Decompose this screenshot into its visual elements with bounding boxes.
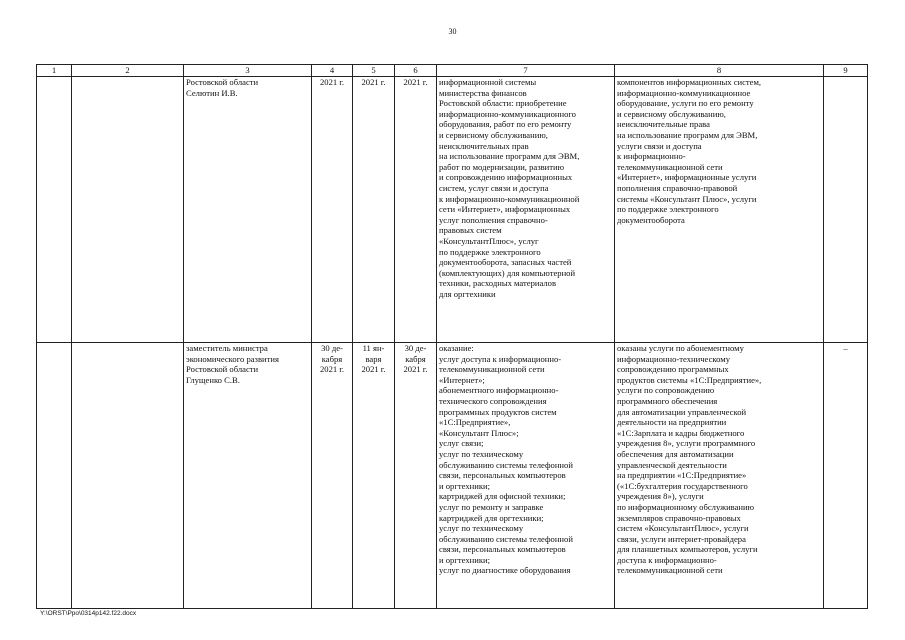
- table-row: [37, 343, 868, 609]
- column-header: 5: [353, 65, 395, 77]
- column-header-row: [37, 65, 868, 77]
- report-table: [36, 64, 868, 609]
- footer-file-path: Y:\ORST\Ppo\0314p142.f22.docx: [40, 610, 137, 617]
- official-name-cell: заместитель министра экономического развития Ростовской области Глущенко С.В.: [184, 343, 312, 609]
- date-cell: 2021 г.: [395, 77, 437, 343]
- date-cell: 2021 г.: [353, 77, 395, 343]
- column-header: 8: [615, 65, 824, 77]
- page-number: 30: [448, 27, 457, 36]
- column-header: 7: [437, 65, 615, 77]
- table-cell: [72, 343, 184, 609]
- column-header: 9: [824, 65, 868, 77]
- description-cell: информационной системы министерства финансов Ростовской области: приобретение информационно-коммуникационного оборудования, работ по его ремонту и сервисному обслуживанию, неисключительных прав на использование программ для ЭВМ, работ по модернизации, развитию и сопровождению информационных систем, услуг связи и доступа к информационно-коммуникационной сети «Интернет», информационных услуг пополнения справочно- правовых систем «КонсультантПлюс», услуг по поддержке электронного документооборота, запасных частей (комплектующих) для компьютерной техники, расходных материалов для оргтехники: [437, 77, 615, 343]
- note-cell: –: [824, 343, 868, 609]
- official-name-cell: Ростовской области Селютин И.В.: [184, 77, 312, 343]
- date-cell: 30 де- кабря 2021 г.: [395, 343, 437, 609]
- table-cell: [37, 343, 72, 609]
- table-cell: [72, 77, 184, 343]
- result-cell: компонентов информационных систем, информационно-коммуникационное оборудование, услуги по его ремонту и сервисному обслуживанию, неисключительные права на использование программ для ЭВМ, услуги связи и доступа к информационно- телекоммуникационной сети «Интернет», информационные услуги пополнения справочно-правовой системы «Консультант Плюс», услуги по поддержке электронного документооборота: [615, 77, 824, 343]
- note-cell: [824, 77, 868, 343]
- description-cell: оказание: услуг доступа к информационно- телекоммуникационной сети «Интернет»; абонементного информационно- технического сопровождения программных продуктов систем «1С:Предприятие», «Консультант Плюс»; услуг связи; услуг по техническому обслуживанию системы телефонной связи, персональных компьютеров и оргтехники; картриджей для офисной техники; услуг по ремонту и заправке картриджей для оргтехники; услуг по техническому обслуживанию системы телефонной связи, персональных компьютеров и оргтехники; услуг по диагностике оборудования: [437, 343, 615, 609]
- table-cell: [37, 77, 72, 343]
- table-row: [37, 77, 868, 343]
- date-cell: 11 ян- варя 2021 г.: [353, 343, 395, 609]
- column-header: 4: [312, 65, 353, 77]
- result-cell: оказаны услуги по абонементному информационно-техническому сопровождению программных продуктов системы «1С:Предприятие», услуги по сопровождению программного обеспечения для автоматизации управленческой деятельности на предприятии «1С:Зарплата и кадры бюджетного учреждения 8», услуги программного обеспечения для автоматизации управленческой деятельности на предприятии «1С:Предприятие» («1С:бухгалтерия государственного учреждения 8»), услуги по информационному обслуживанию экземпляров справочно-правовых систем «КонсультантПлюс», услуги связи, услуги интернет-провайдера для планшетных компьютеров, услуги доступа к информационно- телекоммуникационной сети: [615, 343, 824, 609]
- date-cell: 30 де- кабря 2021 г.: [312, 343, 353, 609]
- column-header: 2: [72, 65, 184, 77]
- column-header: 6: [395, 65, 437, 77]
- date-cell: 2021 г.: [312, 77, 353, 343]
- column-header: 1: [37, 65, 72, 77]
- column-header: 3: [184, 65, 312, 77]
